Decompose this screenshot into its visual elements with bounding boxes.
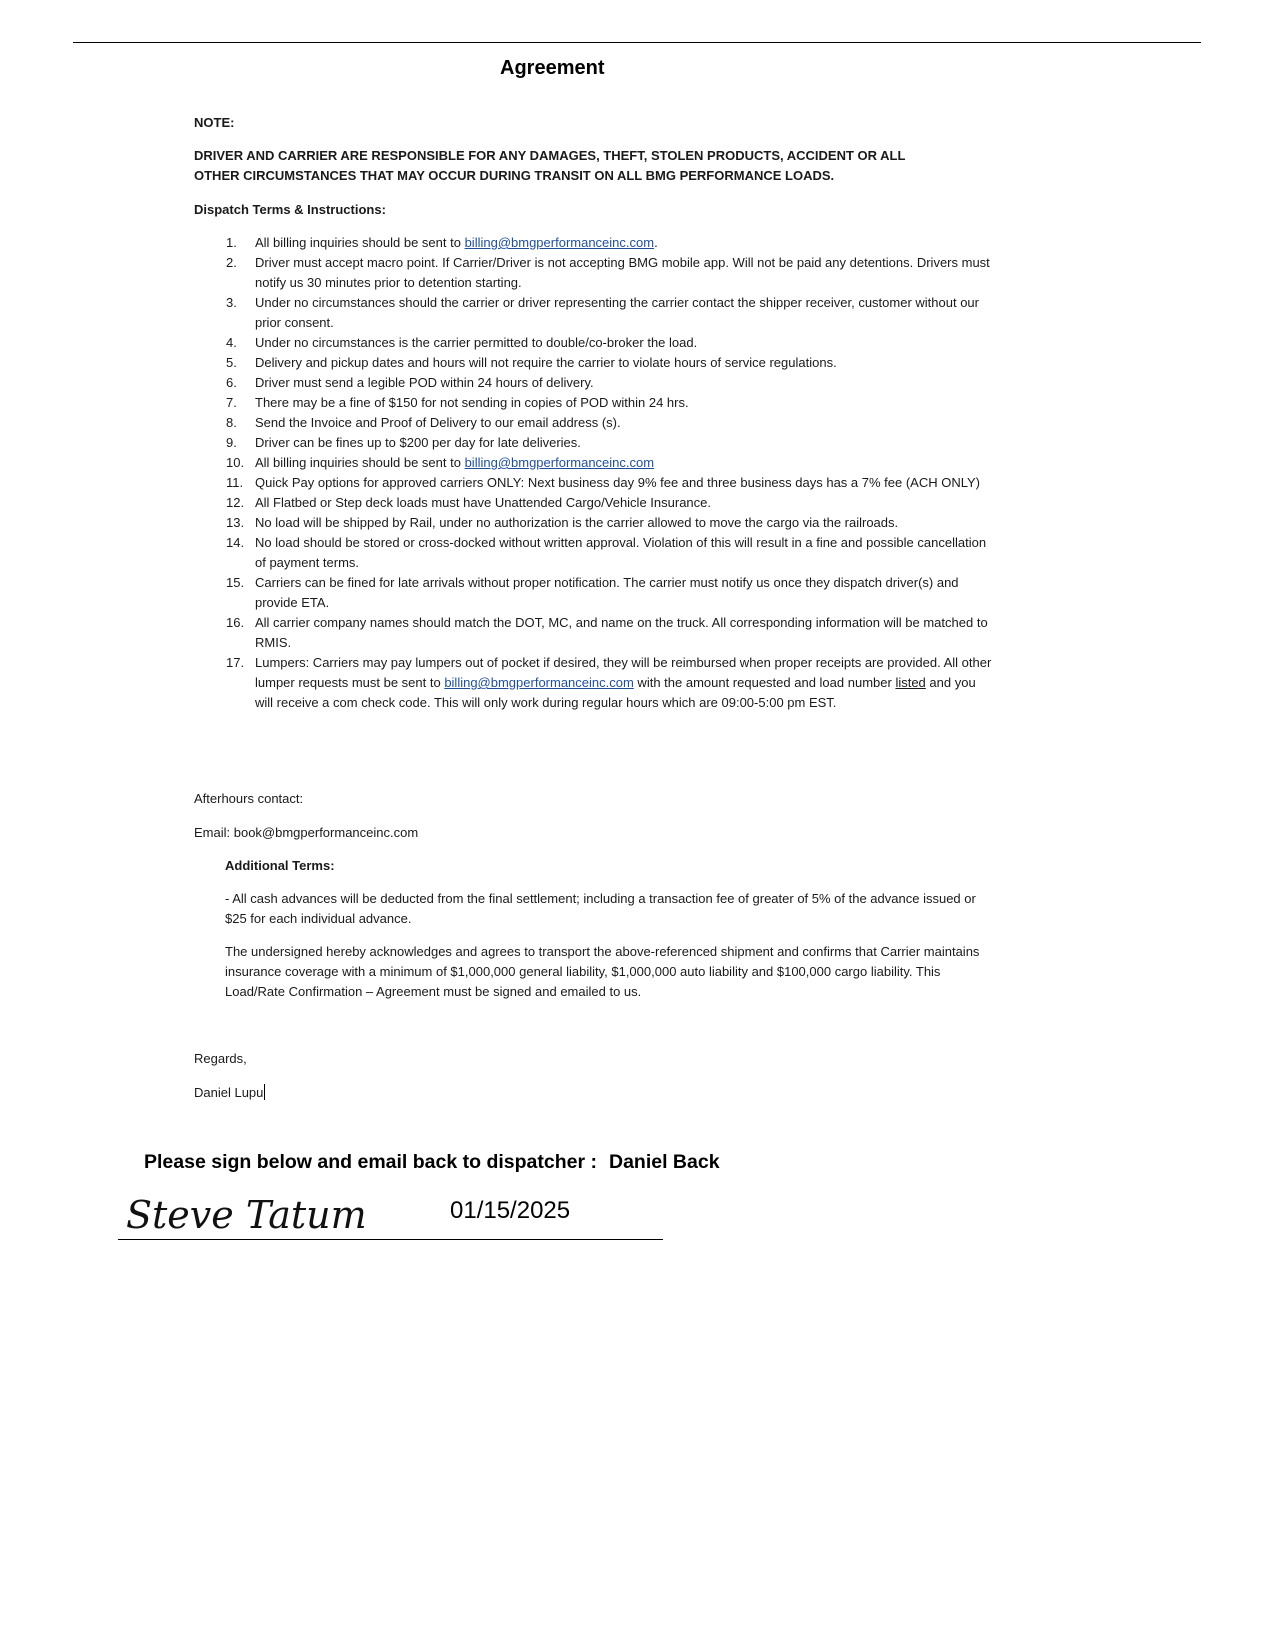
- term-number: 5.: [226, 355, 237, 370]
- term-item: [194, 493, 994, 513]
- term-text-pre: No load will be shipped by Rail, under no authorization is the carrier allowed to move the cargo via the railroads.: [255, 515, 899, 530]
- term-text: [255, 373, 995, 393]
- liability-disclaimer: DRIVER AND CARRIER ARE RESPONSIBLE FOR ANY DAMAGES, THEFT, STOLEN PRODUCTS, ACCIDENT OR ALL OTHER CIRCUMSTANCES THAT MAY OCCUR DURING TRANSIT ON ALL BMG PERFORMANCE LOADS.: [194, 148, 906, 183]
- term-item: [194, 233, 994, 253]
- text-caret: [264, 1084, 265, 1100]
- term-text: [255, 533, 995, 573]
- term-text-pre: All billing inquiries should be sent to: [255, 235, 465, 250]
- term-text: [255, 293, 995, 333]
- term-text-pre: Under no circumstances should the carrier or driver representing the carrier contact the shipper receiver, customer without our prior consent.: [255, 295, 979, 330]
- dispatch-terms-heading: Dispatch Terms & Instructions:: [194, 202, 386, 217]
- afterhours-label: Afterhours contact:: [194, 791, 304, 806]
- term-text: [255, 493, 995, 513]
- term-text-post: and you will receive a com check code. This will only work during regular hours which are 09:00-5:00 pm EST.: [255, 675, 976, 710]
- term-text: [255, 613, 995, 653]
- dispatcher-name: Daniel Back: [608, 1151, 720, 1173]
- handwritten-signature: [124, 1192, 384, 1238]
- term-item: [194, 413, 994, 433]
- regards: Regards,: [194, 1051, 247, 1066]
- term-text-pre: Lumpers: Carriers may pay lumpers out of pocket if desired, they will be reimbursed when proper receipts are provided. All other lumper requests must be sent to: [255, 655, 992, 690]
- term-item: [194, 253, 994, 293]
- term-text: [255, 333, 995, 353]
- term-text-pre: Driver must send a legible POD within 24 hours of delivery.: [255, 375, 594, 390]
- term-text: [255, 433, 995, 453]
- signature-line: [118, 1239, 663, 1240]
- term-text-pre: All Flatbed or Step deck loads must have Unattended Cargo/Vehicle Insurance.: [255, 495, 711, 510]
- term-text-pre: Send the Invoice and Proof of Delivery to our email address (s).: [255, 415, 621, 430]
- term-text-pre: All carrier company names should match the DOT, MC, and name on the truck. All corresponding information will be matched to RMIS.: [255, 615, 988, 650]
- top-rule: [73, 42, 1201, 43]
- term-text-pre: There may be a fine of $150 for not sending in copies of POD within 24 hrs.: [255, 395, 689, 410]
- term-number: 16.: [226, 615, 245, 630]
- term-item: [194, 333, 994, 353]
- billing-email-link[interactable]: billing@bmgperformanceinc.com: [444, 675, 634, 690]
- svg-text:Steve Tatum: Steve Tatum: [126, 1193, 367, 1237]
- term-item: [194, 473, 994, 493]
- sign-request-text: Please sign below and email back to dispatcher :: [144, 1151, 597, 1173]
- term-number: 9.: [226, 435, 237, 450]
- term-item: [194, 533, 994, 573]
- term-number: 1.: [226, 235, 237, 250]
- term-text: [255, 233, 995, 253]
- term-item: [194, 573, 994, 613]
- dispatch-terms-list: [194, 233, 994, 713]
- term-number: 8.: [226, 415, 237, 430]
- term-text: [255, 253, 995, 293]
- term-number: 7.: [226, 395, 237, 410]
- sender-name-text: Daniel Lupu: [194, 1085, 264, 1100]
- term-text-pre: Quick Pay options for approved carriers ONLY: Next business day 9% fee and three business days has a 7% fee (ACH ONLY): [255, 475, 980, 490]
- term-text: [255, 573, 995, 613]
- acknowledgement-text: The undersigned hereby acknowledges and agrees to transport the above-referenced shipment and confirms that Carrier maintains insurance coverage with a minimum of $1,000,000 general liability, $1,000,000 auto liability and $100,000 cargo liability. This Load/Rate Confirmation – Agreement must be signed and emailed to us.: [225, 944, 980, 999]
- term-text: [255, 393, 995, 413]
- term-text: [255, 473, 995, 493]
- term-text-pre: No load should be stored or cross-docked without written approval. Violation of this will result in a fine and possible cancellation of payment terms.: [255, 535, 987, 570]
- sign-request: [144, 1151, 720, 1174]
- afterhours-email: Email: book@bmgperformanceinc.com: [194, 825, 419, 840]
- term-text-pre: Carriers can be fined for late arrivals without proper notification. The carrier must notify us once they dispatch driver(s) and provide ETA.: [255, 575, 959, 610]
- additional-terms-heading: Additional Terms:: [225, 858, 335, 873]
- term-text-pre: All billing inquiries should be sent to: [255, 455, 465, 470]
- term-text-post: .: [654, 235, 658, 250]
- billing-email-link[interactable]: billing@bmgperformanceinc.com: [464, 455, 655, 470]
- advance-terms: - All cash advances will be deducted from the final settlement; including a transaction fee of greater of 5% of the advance issued or $25 for each individual advance.: [225, 891, 976, 926]
- term-item: [194, 453, 994, 473]
- term-item: [194, 393, 994, 413]
- term-text: [255, 653, 995, 713]
- term-text-pre: Driver must accept macro point. If Carrier/Driver is not accepting BMG mobile app. Will not be paid any detentions. Drivers must notify us 30 minutes prior to detention starting.: [255, 255, 990, 290]
- term-number: 15.: [226, 575, 245, 590]
- page-title: Agreement: [500, 57, 605, 79]
- term-text-pre: Delivery and pickup dates and hours will not require the carrier to violate hours of service regulations.: [255, 355, 837, 370]
- sender-name: [194, 1083, 265, 1103]
- term-number: 12.: [226, 495, 245, 510]
- term-text: [255, 453, 995, 473]
- term-text: [255, 353, 995, 373]
- term-text-pre: Driver can be fines up to $200 per day for late deliveries.: [255, 435, 581, 450]
- term-number: 13.: [226, 515, 245, 530]
- term-item: [194, 613, 994, 653]
- term-number: 4.: [226, 335, 237, 350]
- term-item: [194, 433, 994, 453]
- signature-block: [118, 1190, 663, 1240]
- term-text-mid: with the amount requested and load number: [633, 675, 896, 690]
- signature-date: 01/15/2025: [450, 1197, 571, 1224]
- term-text: [255, 513, 995, 533]
- term-number: 3.: [226, 295, 237, 310]
- term-text-underlined: listed: [895, 675, 926, 690]
- term-item: [194, 353, 994, 373]
- term-number: 10.: [226, 455, 245, 470]
- billing-email-link[interactable]: billing@bmgperformanceinc.com: [464, 235, 655, 250]
- term-item: [194, 373, 994, 393]
- note-label: NOTE:: [194, 115, 235, 130]
- term-number: 14.: [226, 535, 245, 550]
- term-number: 2.: [226, 255, 237, 270]
- term-number: 11.: [226, 475, 244, 490]
- term-number: 6.: [226, 375, 237, 390]
- term-item: [194, 293, 994, 333]
- term-text: [255, 413, 995, 433]
- term-item: [194, 653, 994, 713]
- term-text-pre: Under no circumstances is the carrier permitted to double/co-broker the load.: [255, 335, 698, 350]
- term-number: 17.: [226, 655, 245, 670]
- term-item: [194, 513, 994, 533]
